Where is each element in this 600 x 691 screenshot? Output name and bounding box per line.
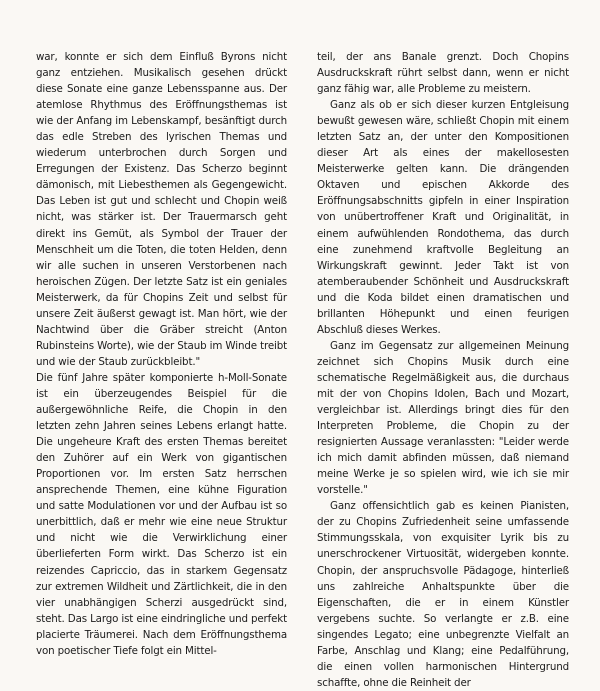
paragraph-continuation: teil, der ans Banale grenzt. Doch Chopins Ausdruckskraft rührt selbst dann, wenn er nicht ganz fähig war, alle Probleme zu meistern. (317, 51, 569, 96)
paragraph-b-minor-sonata: Die fünf Jahre später komponierte h-Moll-Sonate ist ein überzeugendes Beispiel für die außergewöhnliche Reife, die Chopin in den letzten zehn Jahren seines Lebens erlangt hatte. Die ungeheure Kraft des ersten Themas bereitet den Zuhörer auf ein Werk von gigantischen Proportionen vor. Im ersten Satz herrschen ansprechende Themen, eine kühne Figuration und satte Modulationen vor und der Aufbau ist so unerbittlich, daß er mehr wie eine neue Struktur und nicht wie die Verwirklichung einer überlieferten Form wirkt. Das Scherzo ist ein reizendes Capriccio, das in starkem Gegensatz zur extremen Wildheit und Zärtlichkeit, die in den vier unabhängigen Scherzi ausgedrückt sind, steht. Das Largo ist eine eindringliche und perfekt placierte Träumerei. Nach dem Eröffnungsthema von poetischer Tiefe folgt ein Mittel- (36, 371, 288, 657)
paragraph-sonata-description: war, konnte er sich dem Einfluß Byrons nicht ganz entziehen. Musikalisch gesehen drückt diese Sonate eine ganze Lebensspanne aus. Der atemlose Rhythmus des Eröffnungsthemas ist wie der Anfang im Lebenskampf, besänftigt durch das edle Streben des lyrischen Themas und wiederum unterbrochen durch Sorgen und Erregungen der Existenz. Das Scherzo beginnt dämonisch, mit Liebesthemen als Gegengewicht. Das Leben ist gut und schlecht und Chopin weiß nicht, was stärker ist. Der Trauermarsch geht direkt ins Gemüt, als Symbol der Trauer der Menschheit um die Toten, die toten Helden, denn wir alle suchen in unseren Verstorbenen nach heroischen Zügen. Der letzte Satz ist ein geniales Meisterwerk, da für Chopins Zeit und selbst für unsere Zeit äußerst gewagt ist. Man hört, wie der Nachtwind über die Gräber streicht (Anton Rubinsteins Worte), wie der Staub im Winde treibt und wie der Staub zurückbleibt." (36, 51, 287, 368)
left-text-column (36, 49, 287, 659)
paragraph-pianists: Ganz offensichtlich gab es keinen Pianisten, der zu Chopins Zufriedenheit seine umfassende Stimmungsskala, von exquisiter Lyrik bis zu unerschrockener Virtuosität, widergeben konnte. Chopin, der anspruchsvolle Pädagoge, hinterließ uns zahlreiche Anhaltspunkte über die Eigenschaften, die er in einem Künstler vergebens suchte. So verlangte er z.B. eine singendes Legato; eine unbegrenzte Vielfalt an Farbe, Anschlag und Klang; eine Pedalführung, die einen vollen harmonischen Hintergrund schaffte, ohne die Reinheit der (317, 500, 569, 689)
paragraph-last-movement: Ganz als ob er sich dieser kurzen Entgleisung bewußt gewesen wäre, schließt Chopin mit einem letzten Satz an, der unter den Kompositionen dieser Art als eines der makellosesten Meisterwerke gelten kann. Die drängenden Oktaven und epischen Akkorde des Eröffnungsabschnitts gipfeln in einer Inspiration von unübertroffener Kraft und Originalität, in einem aufwühlenden Rondothema, das durch eine zunehmend kraftvolle Begleitung an Wirkungskraft gewinnt. Jeder Takt ist von atemberaubender Schönheit und Ausdruckskraft und die Koda bildet einen dramatischen und brillanten Höhepunkt und einen feurigen Abschluß dieses Werkes. (317, 99, 569, 336)
right-text-column (317, 49, 569, 691)
paragraph-regularity: Ganz im Gegensatz zur allgemeinen Meinung zeichnet sich Chopins Musik durch eine schematische Regelmäßigkeit aus, die durchaus mit der von Chopins Idolen, Bach und Mozart, vergleichbar ist. Allerdings bringt dies für den Interpreten Probleme, die Chopin zu der resignierten Aussage veranlassten: "Leider werde ich mich damit abfinden müssen, daß niemand meine Werke je so spielen wird, wie ich sie mir vorstelle." (317, 339, 569, 497)
